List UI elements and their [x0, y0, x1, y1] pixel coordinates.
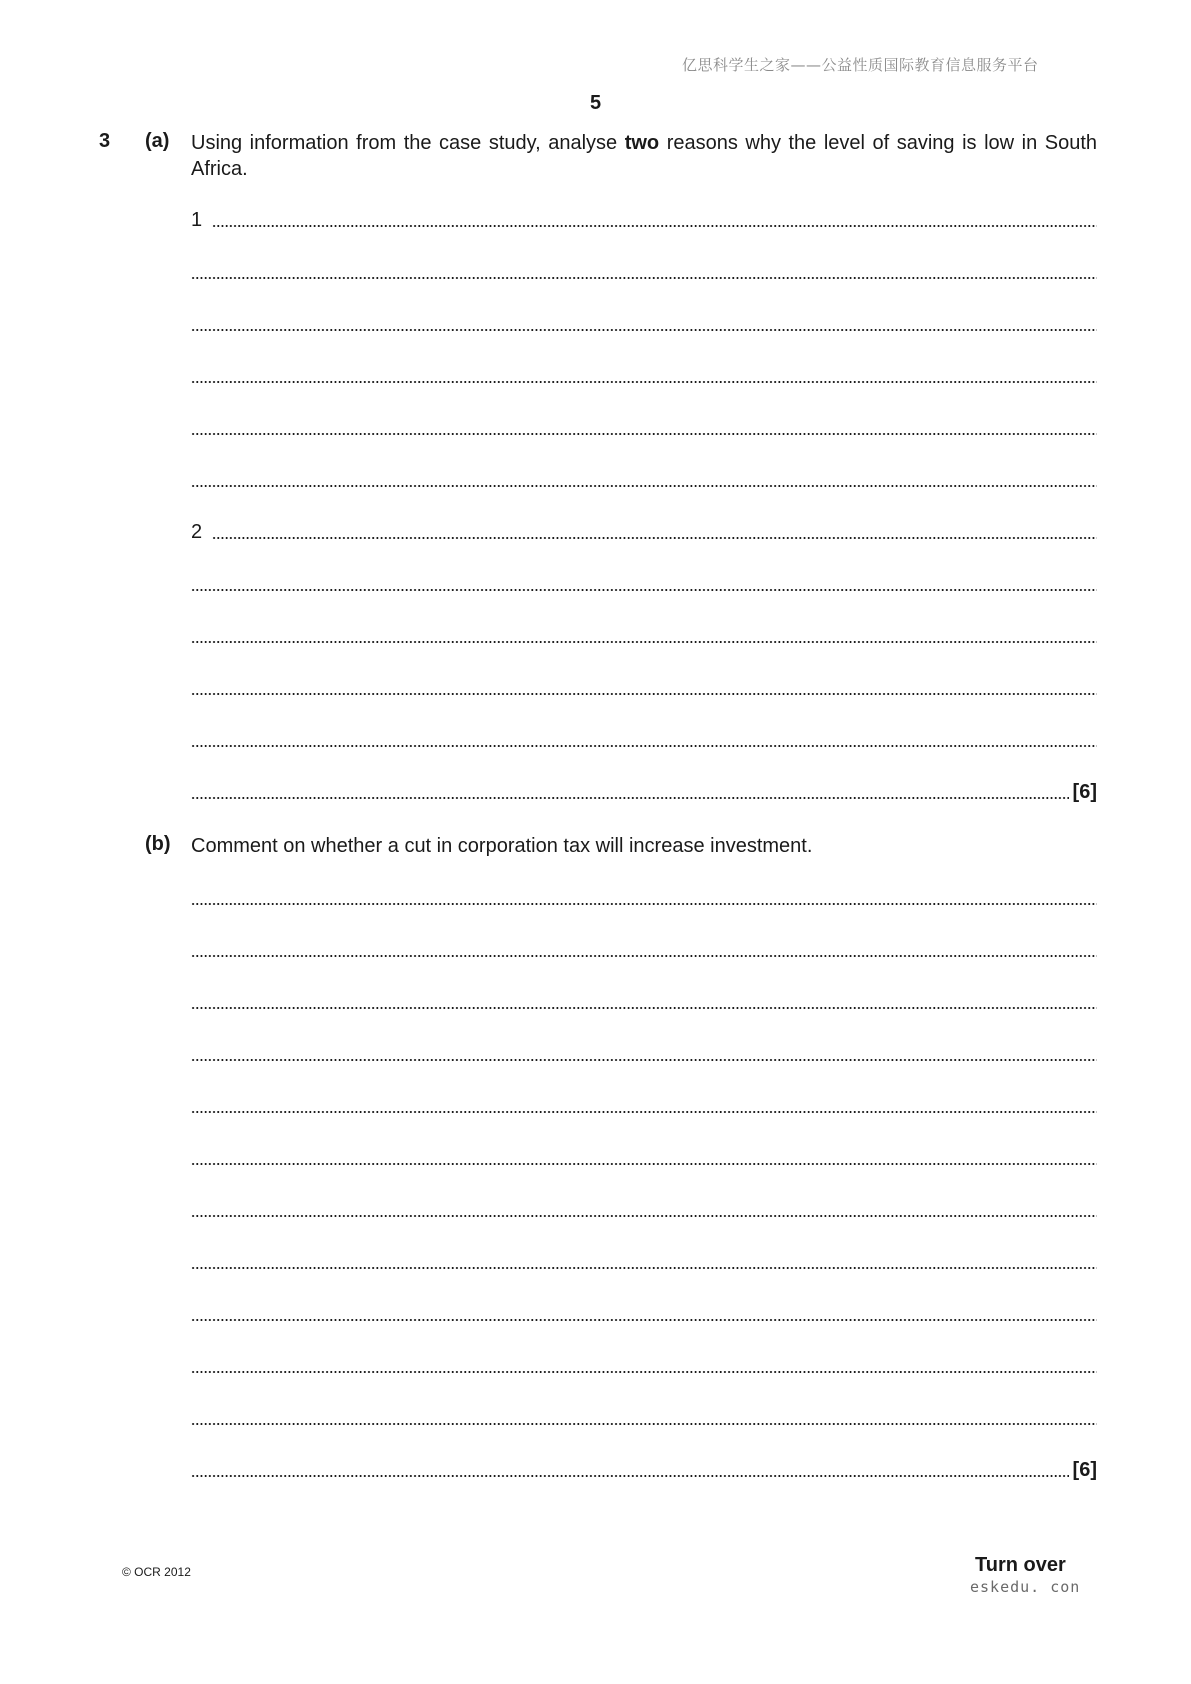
part-a-label: (a) [145, 130, 170, 152]
site-watermark: eskedu. con [970, 1578, 1081, 1596]
copyright-text: © OCR 2012 [122, 1565, 191, 1579]
dotted-line [191, 433, 1097, 435]
answer-line[interactable] [191, 884, 1097, 908]
answer-line[interactable] [191, 1404, 1097, 1428]
answer-line[interactable] [191, 206, 1097, 230]
answer-line[interactable] [191, 988, 1097, 1012]
answer-line[interactable] [191, 936, 1097, 960]
answer-line[interactable] [191, 1248, 1097, 1272]
answer-line[interactable] [191, 622, 1097, 646]
dotted-line [191, 589, 1097, 591]
dotted-line [191, 903, 1097, 905]
dotted-line [191, 1267, 1097, 1269]
dotted-line [191, 1111, 1097, 1113]
dotted-line [191, 1163, 1097, 1165]
answer-line[interactable] [191, 414, 1097, 438]
dotted-line [191, 277, 1097, 279]
answer-line[interactable] [191, 1144, 1097, 1168]
answer-line[interactable] [191, 258, 1097, 282]
part-a-text-bold: two [624, 132, 660, 154]
answer-line[interactable] [191, 1092, 1097, 1116]
dotted-line [191, 1319, 1097, 1321]
answer-line[interactable] [191, 778, 1097, 802]
dotted-line [191, 1423, 1097, 1425]
dotted-line [191, 693, 1097, 695]
dotted-line [191, 1007, 1097, 1009]
dotted-line [191, 797, 1069, 799]
dotted-line [191, 641, 1097, 643]
answer-line[interactable] [191, 1300, 1097, 1324]
part-a-text-before: Using information from the case study, analyse [191, 132, 625, 154]
dotted-line [212, 225, 1097, 227]
answer-line[interactable] [191, 1196, 1097, 1220]
dotted-line [191, 1475, 1069, 1477]
turn-over-text: Turn over [975, 1554, 1066, 1576]
dotted-line [191, 1371, 1097, 1373]
answer-line[interactable] [191, 570, 1097, 594]
answer-line[interactable] [191, 1456, 1097, 1480]
part-b-question-text: Comment on whether a cut in corporation tax will increase investment. [191, 835, 813, 857]
dotted-line [191, 485, 1097, 487]
part-b-marks: [6] [1072, 1459, 1097, 1481]
answer-line[interactable] [191, 726, 1097, 750]
answer-line[interactable] [191, 1352, 1097, 1376]
part-a-text-after: reasons why the level of saving is low in South Africa. [191, 132, 1097, 180]
part-a-marks: [6] [1072, 781, 1097, 803]
answer-line[interactable] [191, 466, 1097, 490]
page-number: 5 [589, 92, 602, 114]
part-a-question-text [191, 130, 1097, 182]
answer-line[interactable] [191, 1040, 1097, 1064]
dotted-line [191, 381, 1097, 383]
dotted-line [191, 955, 1097, 957]
part-b-label: (b) [145, 833, 171, 855]
question-number: 3 [99, 130, 111, 152]
reason-1-label: 1 [191, 209, 203, 231]
answer-line[interactable] [191, 674, 1097, 698]
answer-line[interactable] [191, 310, 1097, 334]
dotted-line [191, 745, 1097, 747]
dotted-line [191, 329, 1097, 331]
dotted-line [191, 1215, 1097, 1217]
dotted-line [212, 537, 1097, 539]
watermark-text: 亿思科学生之家——公益性质国际教育信息服务平台 [682, 56, 1039, 74]
dotted-line [191, 1059, 1097, 1061]
answer-line[interactable] [191, 362, 1097, 386]
answer-line[interactable] [191, 518, 1097, 542]
reason-2-label: 2 [191, 521, 203, 543]
